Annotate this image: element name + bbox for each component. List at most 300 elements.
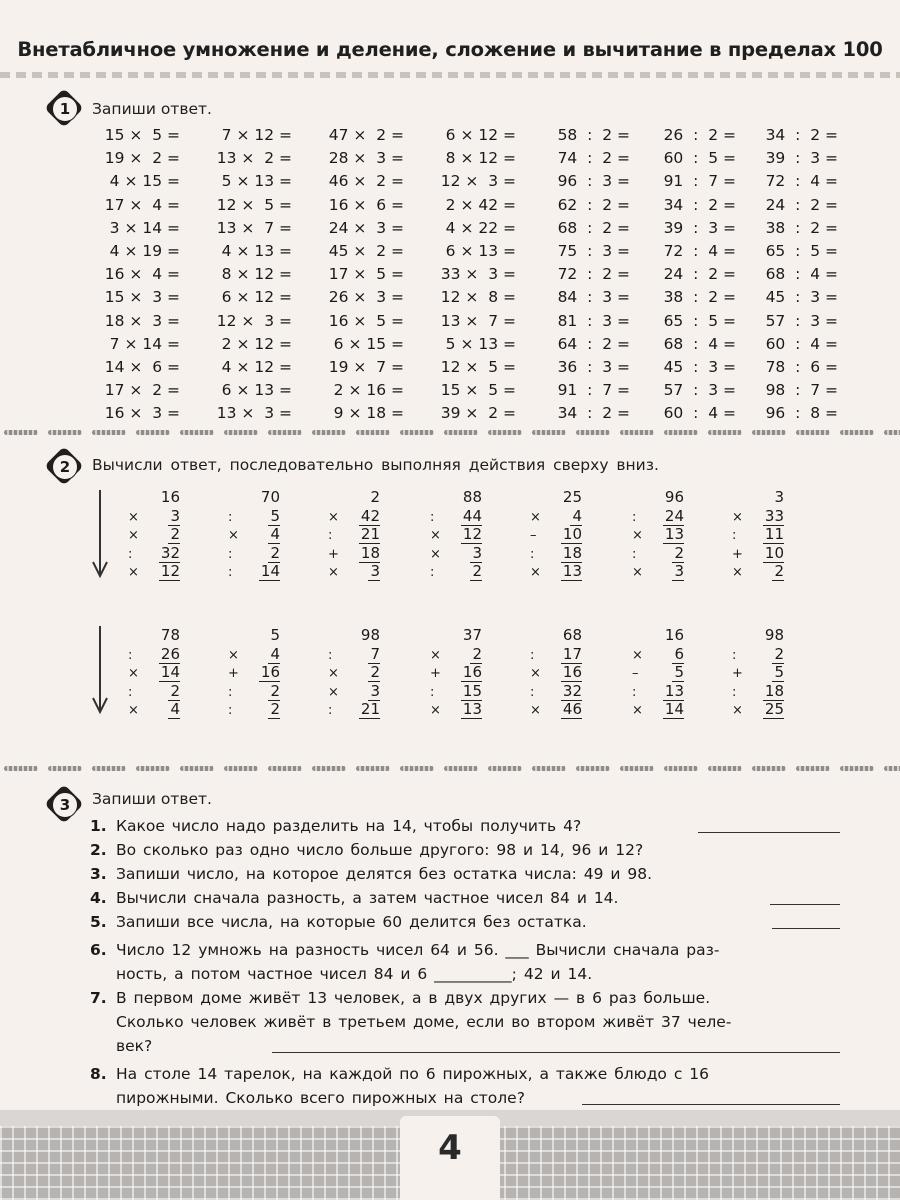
chain-number: 24 <box>664 506 684 525</box>
chain-number: 5 <box>270 506 280 525</box>
question-text: Сколько человек живёт в третьем доме, если во втором живёт 37 челе- <box>116 1013 732 1031</box>
question-text: Во сколько раз одно число больше другого: 98 и 14, 96 и 12? <box>116 841 644 859</box>
chain-number: 6 <box>674 644 684 663</box>
question-number: 1. <box>90 817 107 835</box>
expression-cell: 78 : 6 = <box>765 357 838 376</box>
chain-operator: × <box>128 666 139 681</box>
expression-row <box>90 381 838 404</box>
expression-cell: 96 : 8 = <box>765 404 838 423</box>
chain-row <box>732 682 802 701</box>
chain-number: 4 <box>270 525 280 543</box>
expression-cell: 5 × 13 = <box>221 172 292 191</box>
expression-cell: 74 : 2 = <box>557 149 630 168</box>
chain-operator: : <box>128 684 133 700</box>
expression-cell: 6 × 12 = <box>221 288 292 307</box>
question-line <box>90 986 840 1010</box>
section-divider-1 <box>0 428 900 438</box>
task-1-badge <box>44 88 84 128</box>
task-3-number: 3 <box>52 792 78 818</box>
chain-operator: × <box>632 703 643 718</box>
expression-cell: 6 × 12 = <box>445 126 516 144</box>
expression-cell: 4 × 19 = <box>109 241 180 260</box>
calc-chain <box>128 488 198 581</box>
down-arrow-icon <box>90 626 110 716</box>
chain-number: 25 <box>562 488 582 506</box>
chain-number: 21 <box>360 700 380 718</box>
answer-blank[interactable] <box>698 832 840 833</box>
expression-cell: 62 : 2 = <box>557 195 630 214</box>
expression-cell: 12 × 5 = <box>440 357 516 376</box>
expression-row <box>90 265 838 288</box>
chain-row <box>128 562 198 581</box>
chain-number: 32 <box>160 543 180 562</box>
chain-operator: : <box>228 546 233 562</box>
calc-chain <box>732 626 802 719</box>
expression-cell: 45 × 2 = <box>328 241 404 260</box>
chain-row <box>228 626 298 645</box>
chain-row <box>430 525 500 544</box>
chain-row <box>632 507 702 526</box>
expression-cell: 13 × 2 = <box>216 149 292 168</box>
chain-number: 16 <box>664 626 684 644</box>
chain-number: 3 <box>472 543 482 562</box>
chain-operator: : <box>430 684 435 700</box>
chain-operator: : <box>228 684 233 700</box>
chain-row <box>228 507 298 526</box>
chain-row <box>632 645 702 664</box>
expression-row <box>90 334 838 358</box>
chain-operator: + <box>732 546 743 562</box>
chain-row <box>632 626 702 645</box>
task-1-title: Запиши ответ. <box>92 100 212 118</box>
chain-operator: × <box>228 528 239 543</box>
chain-number: 70 <box>260 488 280 506</box>
expression-cell: 26 × 3 = <box>328 288 404 307</box>
question-line <box>90 910 840 934</box>
chain-row <box>430 544 500 563</box>
question-line <box>90 1034 840 1058</box>
chain-number: 88 <box>462 488 482 506</box>
chain-row <box>732 488 802 507</box>
expression-cell: 24 : 2 = <box>765 195 838 214</box>
chain-row <box>328 682 398 701</box>
expression-cell: 72 : 4 = <box>765 172 838 191</box>
task-1-number: 1 <box>52 96 78 122</box>
chain-number: 12 <box>462 525 482 543</box>
expression-cell: 6 × 13 = <box>445 241 516 260</box>
chain-row <box>228 525 298 544</box>
chain-number: 32 <box>562 681 582 700</box>
chain-row <box>732 507 802 526</box>
expression-cell: 28 × 3 = <box>328 149 404 168</box>
chain-row <box>530 544 600 563</box>
chain-operator: : <box>328 528 333 543</box>
answer-blank[interactable] <box>582 1104 840 1105</box>
chain-operator: × <box>530 565 541 580</box>
question-number: 5. <box>90 913 107 931</box>
chain-number: 3 <box>170 506 180 525</box>
expression-cell: 47 × 2 = <box>328 126 404 144</box>
chain-row <box>430 645 500 664</box>
question-text: Какое число надо разделить на 14, чтобы получить 4? <box>116 817 582 835</box>
chain-operator: × <box>430 528 441 543</box>
chain-row <box>228 682 298 701</box>
chain-row <box>430 507 500 526</box>
chain-operator: × <box>732 565 743 580</box>
chain-number: 26 <box>160 644 180 663</box>
chain-row <box>632 663 702 682</box>
chain-operator: : <box>632 546 637 562</box>
chain-number: 12 <box>160 562 180 580</box>
question-text: век? <box>116 1037 153 1055</box>
chain-row <box>530 626 600 645</box>
expression-row <box>90 311 838 335</box>
page-header: Внетабличное умножение и деление, сложение и вычитание в пределах 100 <box>17 38 883 61</box>
expression-cell: 16 × 4 = <box>104 265 180 284</box>
chain-row <box>530 562 600 581</box>
expression-cell: 72 : 2 = <box>557 265 630 284</box>
chain-operator: + <box>228 666 239 681</box>
chain-number: 2 <box>774 644 784 663</box>
chain-number: 4 <box>270 644 280 663</box>
expression-cell: 2 × 42 = <box>445 195 516 214</box>
chain-number: 98 <box>764 626 784 644</box>
chain-number: 17 <box>562 644 582 663</box>
question-text: Запиши все числа, на которые 60 делится без остатка. <box>116 913 587 931</box>
question-line <box>90 838 840 862</box>
chain-operator: × <box>128 528 139 543</box>
question-line <box>90 962 840 986</box>
chain-operator: : <box>732 684 737 700</box>
chain-number: 14 <box>160 663 180 681</box>
answer-blank[interactable] <box>272 1052 840 1053</box>
expression-cell: 60 : 4 = <box>663 404 736 423</box>
expression-cell: 65 : 5 = <box>765 241 838 260</box>
chain-operator: : <box>228 509 233 525</box>
question-line <box>90 886 840 910</box>
chain-row <box>228 645 298 664</box>
expression-cell: 16 × 3 = <box>104 404 180 423</box>
chain-number: 37 <box>462 626 482 644</box>
chain-row <box>328 700 398 719</box>
expression-row <box>90 241 838 265</box>
chain-row <box>430 488 500 507</box>
question-number: 2. <box>90 841 107 859</box>
expression-cell: 16 × 5 = <box>328 311 404 330</box>
expression-cell: 12 × 3 = <box>216 311 292 330</box>
chain-row <box>430 682 500 701</box>
expression-row <box>90 404 838 427</box>
expression-cell: 17 × 5 = <box>328 265 404 284</box>
chain-number: 2 <box>270 700 280 718</box>
expression-cell: 96 : 3 = <box>557 172 630 191</box>
expression-cell: 26 : 2 = <box>663 126 736 144</box>
question-number: 3. <box>90 865 107 883</box>
chain-operator: : <box>732 647 737 663</box>
expression-cell: 19 × 2 = <box>104 149 180 168</box>
expression-cell: 13 × 7 = <box>440 311 516 330</box>
chain-row <box>128 682 198 701</box>
expression-cell: 91 : 7 = <box>663 172 736 191</box>
chain-number: 10 <box>764 543 784 562</box>
chain-number: 2 <box>270 543 280 562</box>
expression-cell: 72 : 4 = <box>663 241 736 260</box>
expression-cell: 4 × 15 = <box>109 172 180 191</box>
expression-row <box>90 195 838 219</box>
question-text: В первом доме живёт 13 человек, а в двух других — в 6 раз больше. <box>116 989 711 1007</box>
question-text: На столе 14 тарелок, на каждой по 6 пирожных, а также блюдо с 16 <box>116 1065 710 1083</box>
expression-row <box>90 288 838 311</box>
chain-operator: + <box>430 666 441 681</box>
chain-number: 21 <box>360 525 380 543</box>
chain-number: 42 <box>360 506 380 525</box>
question-number: 7. <box>90 989 107 1007</box>
chain-operator: : <box>430 565 435 580</box>
chain-row <box>430 562 500 581</box>
chain-operator: × <box>328 684 339 700</box>
chain-row <box>530 645 600 664</box>
down-arrow-icon <box>90 490 110 580</box>
chain-row <box>732 645 802 664</box>
chain-operator: × <box>328 666 339 681</box>
chain-number: 13 <box>664 525 684 543</box>
chain-row <box>128 544 198 563</box>
chain-row <box>732 626 802 645</box>
chain-number: 13 <box>664 681 684 700</box>
answer-blank[interactable] <box>772 928 840 929</box>
expression-cell: 19 × 7 = <box>328 357 404 376</box>
expression-row <box>90 149 838 172</box>
chain-operator: × <box>228 647 239 663</box>
chain-operator: × <box>530 509 541 525</box>
chain-number: 2 <box>674 543 684 562</box>
expression-cell: 6 × 15 = <box>333 334 404 353</box>
expression-cell: 75 : 3 = <box>557 241 630 260</box>
chain-operator: × <box>430 546 441 562</box>
expression-cell: 12 × 3 = <box>440 172 516 191</box>
chain-number: 13 <box>462 700 482 718</box>
task-2-title: Вычисли ответ, последовательно выполняя действия сверху вниз. <box>92 456 659 474</box>
expression-cell: 81 : 3 = <box>557 311 630 330</box>
chain-number: 4 <box>572 506 582 525</box>
page-number: 4 <box>438 1128 462 1168</box>
expression-cell: 34 : 2 = <box>765 126 838 144</box>
chain-number: 46 <box>562 700 582 718</box>
chain-row <box>530 682 600 701</box>
chain-row <box>128 507 198 526</box>
question-text: Вычисли сначала разность, а затем частное чисел 84 и 14. <box>116 889 619 907</box>
chain-operator: × <box>128 509 139 525</box>
question-text: ность, а потом частное чисел 84 и 6 __________; 42 и 14. <box>116 965 593 983</box>
chain-row <box>632 562 702 581</box>
question-line <box>90 1010 840 1034</box>
chain-number: 5 <box>270 626 280 644</box>
chain-row <box>228 700 298 719</box>
chain-number: 3 <box>674 562 684 580</box>
expression-cell: 60 : 5 = <box>663 149 736 168</box>
chain-operator: × <box>632 528 643 543</box>
chain-operator: × <box>632 565 643 580</box>
task-3-title: Запиши ответ. <box>92 790 212 808</box>
chain-operator: × <box>430 647 441 663</box>
question-number: 6. <box>90 941 107 959</box>
chain-row <box>128 700 198 719</box>
chain-row <box>430 626 500 645</box>
chain-row <box>128 645 198 664</box>
chain-row <box>530 700 600 719</box>
chain-row <box>228 488 298 507</box>
question-line <box>90 814 840 838</box>
chain-operator: × <box>328 509 339 525</box>
chain-row <box>632 488 702 507</box>
chain-row <box>328 626 398 645</box>
chain-operator: × <box>530 703 541 718</box>
chain-number: 2 <box>370 488 380 506</box>
expression-cell: 39 × 2 = <box>440 404 516 423</box>
chain-row <box>328 507 398 526</box>
chain-number: 4 <box>170 700 180 718</box>
chain-number: 2 <box>472 562 482 580</box>
chain-operator: : <box>328 703 333 718</box>
chain-operator: × <box>530 666 541 681</box>
task-1-expression-grid <box>90 126 838 427</box>
chain-number: 44 <box>462 506 482 525</box>
chain-number: 2 <box>170 681 180 700</box>
chain-number: 3 <box>774 488 784 506</box>
chain-operator: + <box>732 666 743 681</box>
chain-number: 10 <box>562 525 582 543</box>
expression-cell: 4 × 12 = <box>221 357 292 376</box>
chain-row <box>632 525 702 544</box>
chain-operator: : <box>128 647 133 663</box>
calc-chain <box>430 488 500 581</box>
expression-cell: 6 × 13 = <box>221 381 292 400</box>
chain-row <box>530 488 600 507</box>
question-line <box>90 938 840 962</box>
task-2-badge <box>44 446 84 486</box>
question-line <box>90 1086 840 1110</box>
expression-cell: 58 : 2 = <box>557 126 630 144</box>
calc-chain <box>732 488 802 581</box>
expression-cell: 91 : 7 = <box>557 381 630 400</box>
calc-chain <box>128 626 198 719</box>
expression-cell: 12 × 5 = <box>216 195 292 214</box>
expression-cell: 8 × 12 = <box>445 149 516 168</box>
chain-operator: : <box>530 684 535 700</box>
chain-row <box>228 663 298 682</box>
chain-number: 18 <box>562 543 582 562</box>
expression-cell: 98 : 7 = <box>765 381 838 400</box>
chain-row <box>128 663 198 682</box>
expression-cell: 60 : 4 = <box>765 334 838 353</box>
chain-operator: – <box>632 666 639 681</box>
expression-cell: 64 : 2 = <box>557 334 630 353</box>
expression-cell: 8 × 12 = <box>221 265 292 284</box>
chain-number: 2 <box>270 681 280 700</box>
answer-blank[interactable] <box>770 904 840 905</box>
chain-row <box>732 663 802 682</box>
chain-operator: : <box>228 703 233 718</box>
chain-operator: : <box>632 684 637 700</box>
expression-cell: 13 × 3 = <box>216 404 292 423</box>
chain-row <box>328 488 398 507</box>
expression-cell: 15 × 5 = <box>440 381 516 400</box>
chain-operator: × <box>632 647 643 663</box>
expression-cell: 57 : 3 = <box>765 311 838 330</box>
chain-row <box>530 663 600 682</box>
expression-cell: 33 × 3 = <box>440 265 516 284</box>
chain-number: 2 <box>774 562 784 580</box>
expression-cell: 65 : 5 = <box>663 311 736 330</box>
chain-operator: : <box>530 546 535 562</box>
expression-cell: 5 × 13 = <box>445 334 516 353</box>
chain-operator: – <box>530 528 537 543</box>
chain-row <box>328 544 398 563</box>
expression-row <box>90 218 838 242</box>
chain-number: 78 <box>160 626 180 644</box>
expression-cell: 68 : 4 = <box>663 334 736 353</box>
expression-cell: 14 × 6 = <box>104 357 180 376</box>
chain-number: 5 <box>774 663 784 681</box>
chain-number: 25 <box>764 700 784 718</box>
chain-row <box>732 525 802 544</box>
chain-operator: : <box>328 647 333 663</box>
header-divider <box>0 72 900 78</box>
chain-operator: : <box>732 528 737 543</box>
calc-chain <box>228 488 298 581</box>
question-line <box>90 1062 840 1086</box>
expression-cell: 15 × 5 = <box>104 126 180 144</box>
chain-row <box>228 562 298 581</box>
chain-number: 2 <box>472 644 482 663</box>
calc-chain <box>430 626 500 719</box>
chain-operator: : <box>228 565 233 580</box>
chain-number: 13 <box>562 562 582 580</box>
expression-cell: 39 : 3 = <box>663 218 736 237</box>
section-divider-2 <box>0 764 900 774</box>
expression-cell: 45 : 3 = <box>663 357 736 376</box>
expression-cell: 39 : 3 = <box>765 149 838 168</box>
chain-row <box>530 525 600 544</box>
chain-number: 14 <box>260 562 280 580</box>
expression-row <box>90 357 838 381</box>
expression-cell: 17 × 4 = <box>104 195 180 214</box>
chain-row <box>128 626 198 645</box>
expression-cell: 68 : 2 = <box>557 218 630 237</box>
question-number: 8. <box>90 1065 107 1083</box>
chain-number: 15 <box>462 681 482 700</box>
chain-operator: : <box>128 546 133 562</box>
chain-row <box>128 488 198 507</box>
expression-cell: 18 × 3 = <box>104 311 180 330</box>
chain-row <box>430 663 500 682</box>
expression-cell: 15 × 3 = <box>104 288 180 307</box>
chain-row <box>732 700 802 719</box>
chain-number: 3 <box>370 681 380 700</box>
chain-row <box>328 562 398 581</box>
chain-row <box>128 525 198 544</box>
expression-cell: 38 : 2 = <box>663 288 736 307</box>
expression-cell: 45 : 3 = <box>765 288 838 307</box>
expression-cell: 17 × 2 = <box>104 381 180 400</box>
chain-number: 16 <box>462 663 482 681</box>
expression-cell: 84 : 3 = <box>557 288 630 307</box>
chain-number: 14 <box>664 700 684 718</box>
question-text: пирожными. Сколько всего пирожных на столе? <box>116 1089 525 1107</box>
calc-chain <box>328 626 398 719</box>
chain-operator: : <box>632 509 637 525</box>
chain-row <box>632 700 702 719</box>
